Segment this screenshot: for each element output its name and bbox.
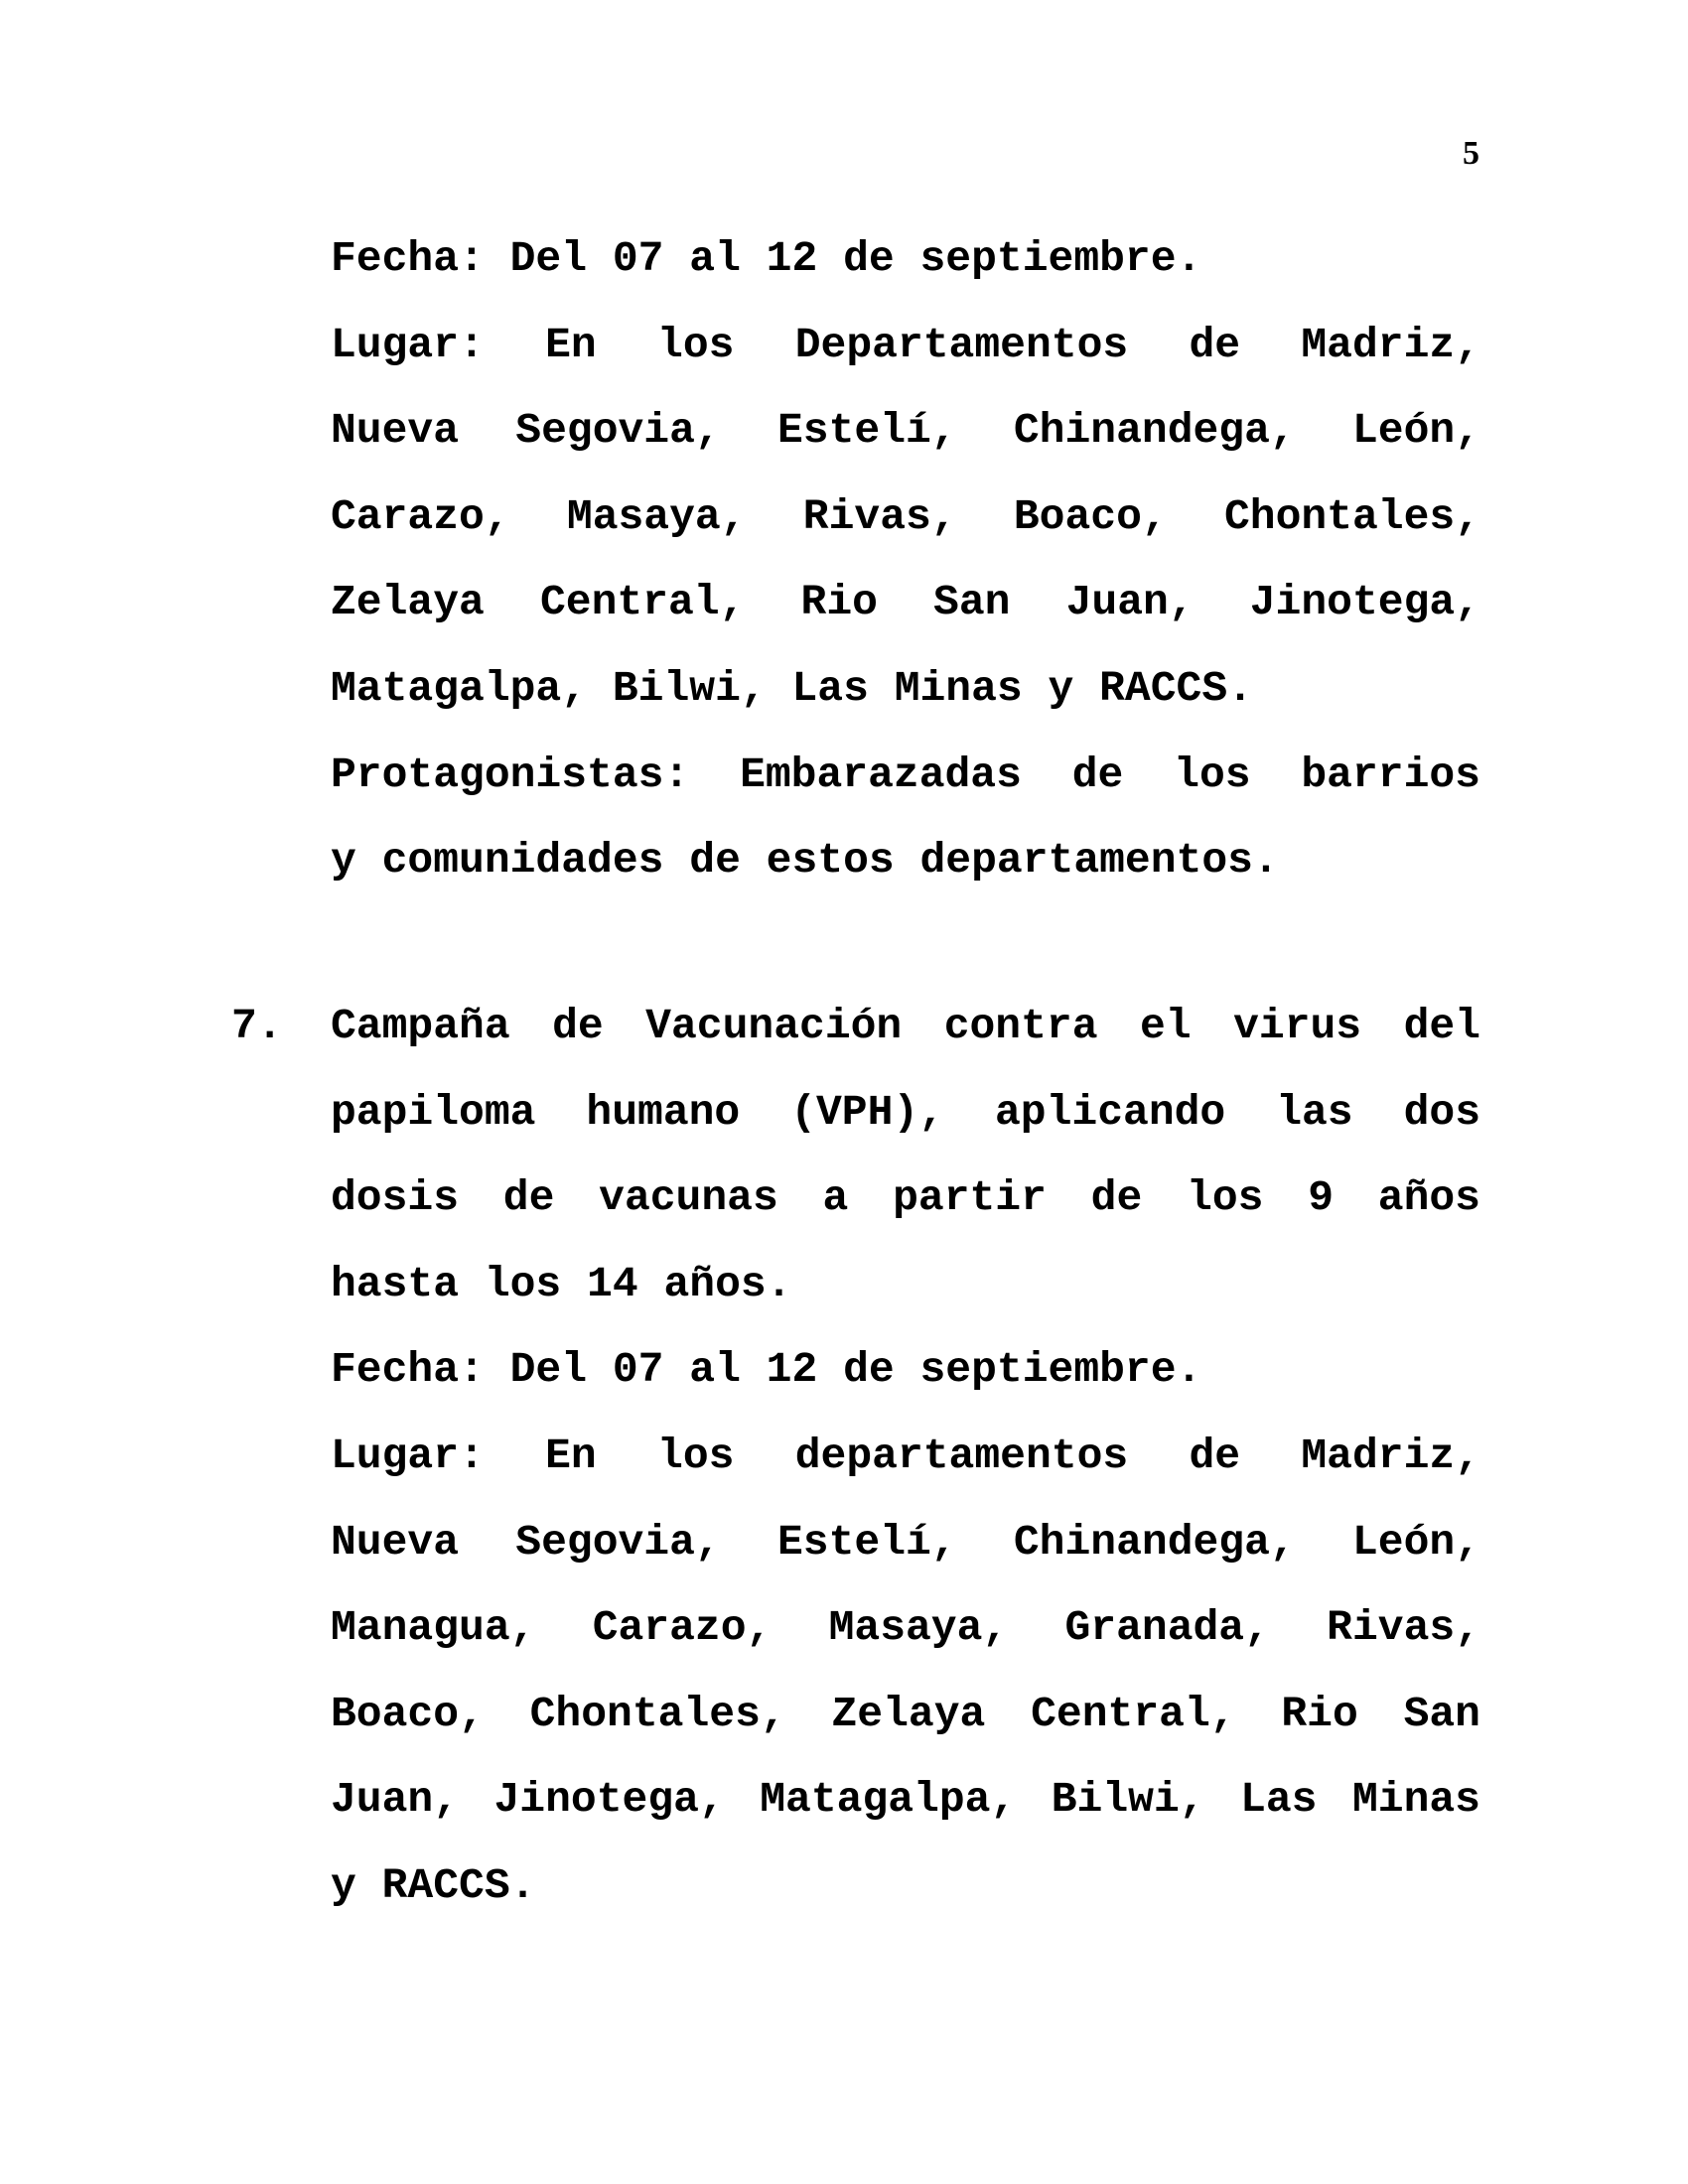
text-line: Carazo, Masaya, Rivas, Boaco, Chontales, (331, 491, 1480, 541)
text-line: dosis de vacunas a partir de los 9 años (331, 1173, 1480, 1223)
section-a-text (331, 216, 1480, 904)
text-line: Protagonistas: Embarazadas de los barrios (331, 750, 1480, 799)
text-line: Nueva Segovia, Estelí, Chinandega, León, (331, 406, 1480, 456)
text-line: Managua, Carazo, Masaya, Granada, Rivas, (331, 1603, 1480, 1653)
text-line: y RACCS. (331, 1860, 536, 1910)
text-line: Fecha: Del 07 al 12 de septiembre. (331, 1345, 1202, 1395)
text-line: Boaco, Chontales, Zelaya Central, Rio San (331, 1689, 1480, 1738)
list-item-number: 7. (231, 1002, 283, 1050)
text-line: Zelaya Central, Rio San Juan, Jinotega, (331, 578, 1480, 627)
text-line: Fecha: Del 07 al 12 de septiembre. (331, 234, 1202, 283)
page-number: 5 (1463, 135, 1479, 172)
text-line: Juan, Jinotega, Matagalpa, Bilwi, Las Minas (331, 1775, 1480, 1825)
text-line: y comunidades de estos departamentos. (331, 836, 1279, 886)
text-line: Lugar: En los Departamentos de Madriz, (331, 320, 1480, 369)
text-line: Matagalpa, Bilwi, Las Minas y RACCS. (331, 663, 1253, 713)
text-line: Nueva Segovia, Estelí, Chinandega, León, (331, 1517, 1480, 1567)
text-line: papiloma humano (VPH), aplicando las dos (331, 1087, 1480, 1137)
item7-text (331, 984, 1480, 1930)
text-line: Lugar: En los departamentos de Madriz, (331, 1431, 1480, 1480)
text-line: Campaña de Vacunación contra el virus del (331, 1002, 1480, 1050)
text-line: hasta los 14 años. (331, 1259, 792, 1308)
